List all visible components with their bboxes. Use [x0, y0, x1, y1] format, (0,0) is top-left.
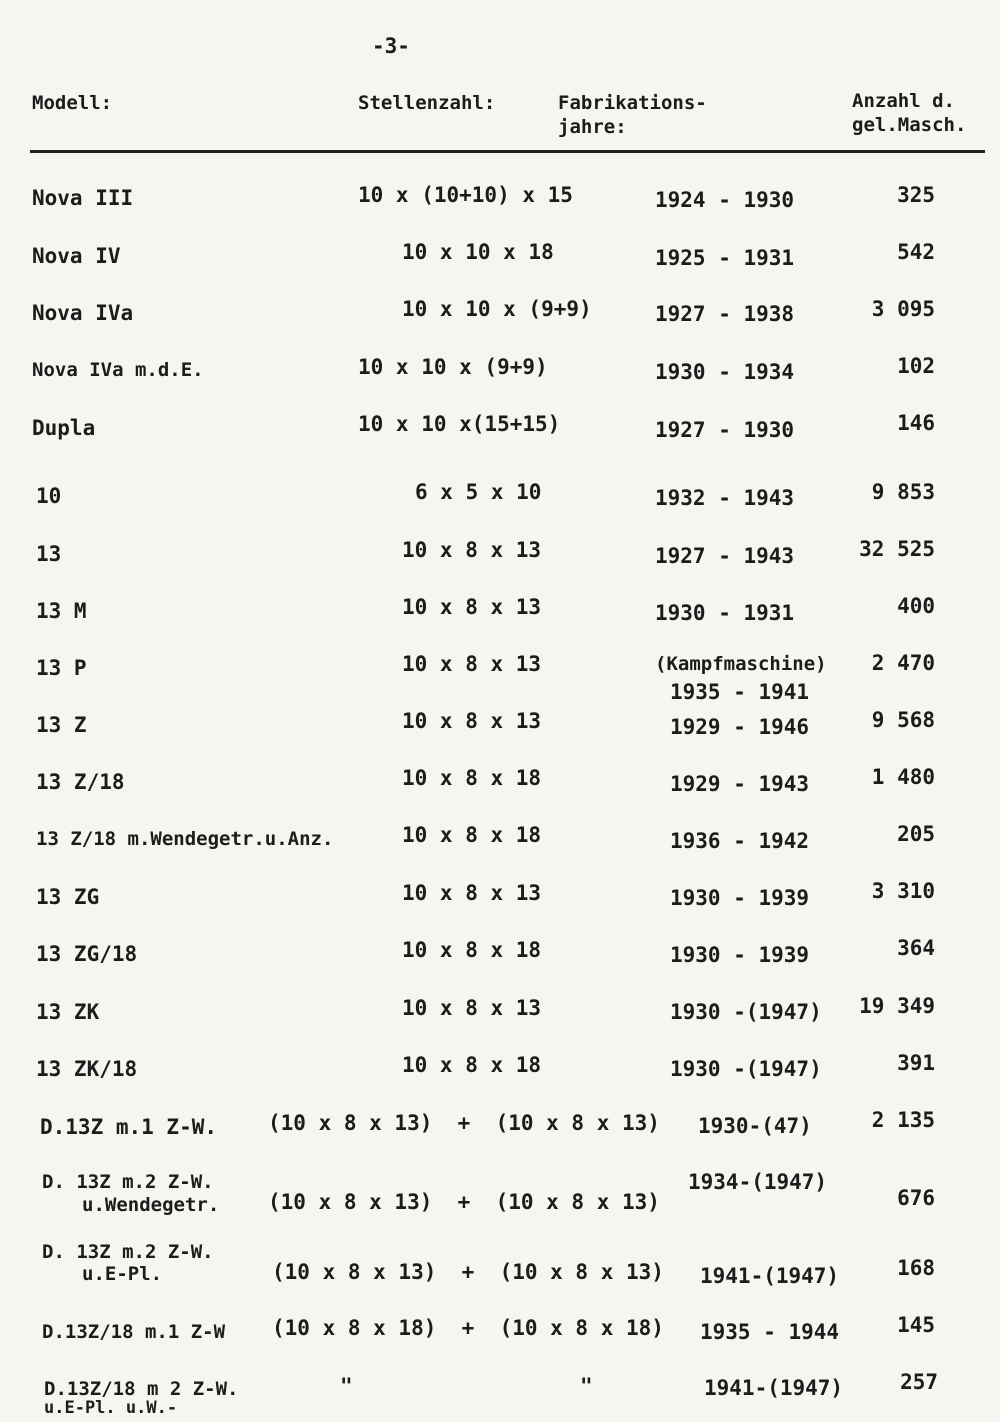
- positions-spec: 10 x 10 x (9+9): [402, 297, 592, 321]
- positions-spec: 10 x 8 x 13: [402, 709, 542, 733]
- production-years: 1935 - 1941: [670, 680, 810, 704]
- positions-spec: 10 x 10 x 18: [402, 240, 554, 264]
- header-years-line1: Fabrikations-: [558, 92, 707, 114]
- model-name: 13 Z: [36, 713, 87, 737]
- model-name: D. 13Z m.2 Z-W.: [42, 1241, 214, 1263]
- model-name: 13 P: [36, 656, 87, 680]
- positions-spec: 10 x 8 x 13: [402, 595, 542, 619]
- positions-spec: 10 x 8 x 13: [402, 996, 542, 1020]
- header-divider: [30, 150, 985, 153]
- machine-count: 205: [897, 822, 935, 846]
- machine-count: 32 525: [859, 537, 935, 561]
- machine-count: 325: [897, 183, 935, 207]
- positions-spec: 6 x 5 x 10: [415, 480, 542, 504]
- machine-count: 257: [900, 1370, 938, 1394]
- positions-spec: (10 x 8 x 13) + (10 x 8 x 13): [268, 1111, 660, 1135]
- model-name-line2: u.Wendegetr.: [82, 1194, 220, 1216]
- machine-count: 102: [897, 354, 935, 378]
- machine-count: 168: [897, 1256, 935, 1280]
- machine-count: 9 568: [871, 708, 935, 732]
- positions-spec: 10 x 8 x 18: [402, 766, 542, 790]
- model-name: 13: [36, 542, 62, 566]
- positions-spec: 10 x 8 x 13: [402, 881, 542, 905]
- production-years: 1941-(1947): [704, 1376, 844, 1400]
- machine-count: 19 349: [859, 994, 935, 1018]
- model-name: D.13Z/18 m.1 Z-W: [42, 1321, 226, 1343]
- header-model: Modell:: [32, 92, 113, 114]
- machine-count: 2 470: [871, 651, 935, 675]
- header-count-line1: Anzahl d.: [852, 90, 955, 112]
- production-years: 1932 - 1943: [655, 486, 795, 510]
- model-name-line2: u.E-Pl. u.W.-: [44, 1398, 178, 1418]
- positions-spec: 10 x 8 x 18: [402, 1053, 542, 1077]
- positions-spec: (10 x 8 x 18) + (10 x 8 x 18): [272, 1316, 664, 1340]
- production-years: 1927 - 1938: [655, 302, 795, 326]
- model-name: 13 ZK: [36, 1000, 100, 1024]
- positions-spec: 10 x 10 x (9+9): [358, 355, 548, 379]
- machine-count: 3 310: [871, 879, 935, 903]
- production-years: 1929 - 1943: [670, 772, 810, 796]
- production-years: 1927 - 1930: [655, 418, 795, 442]
- machine-count: 2 135: [871, 1108, 935, 1132]
- machine-count: 391: [897, 1051, 935, 1075]
- production-years: 1930 - 1939: [670, 943, 810, 967]
- model-name: 13 Z/18: [36, 770, 125, 794]
- production-years: 1930 -(1947): [670, 1000, 822, 1024]
- production-years: 1936 - 1942: [670, 829, 810, 853]
- page-number: -3-: [372, 34, 410, 58]
- machine-count: 364: [897, 936, 935, 960]
- positions-spec: (10 x 8 x 13) + (10 x 8 x 13): [268, 1190, 660, 1214]
- positions-spec: 10 x (10+10) x 15: [358, 183, 573, 207]
- ditto-mark: ": [580, 1374, 593, 1398]
- header-years-line2: jahre:: [558, 116, 627, 138]
- positions-spec: 10 x 10 x(15+15): [358, 412, 561, 436]
- positions-spec: 10 x 8 x 13: [402, 652, 542, 676]
- model-name: 10: [36, 484, 62, 508]
- production-years: 1929 - 1946: [670, 715, 810, 739]
- model-name: Nova III: [32, 186, 134, 210]
- model-name: 13 ZG/18: [36, 942, 138, 966]
- model-name-line2: u.E-Pl.: [82, 1263, 163, 1285]
- machine-count: 542: [897, 240, 935, 264]
- production-years: 1934-(1947): [688, 1170, 828, 1194]
- production-years: 1930 - 1931: [655, 601, 795, 625]
- model-name: Nova IV: [32, 244, 121, 268]
- machine-count: 9 853: [871, 480, 935, 504]
- machine-count: 1 480: [871, 765, 935, 789]
- production-years-note: (Kampfmaschine): [655, 653, 827, 675]
- positions-spec: (10 x 8 x 13) + (10 x 8 x 13): [272, 1260, 664, 1284]
- model-name: 13 M: [36, 599, 87, 623]
- header-count-line2: gel.Masch.: [852, 114, 967, 136]
- machine-count: 3 095: [871, 297, 935, 321]
- machine-count: 146: [897, 411, 935, 435]
- production-years: 1927 - 1943: [655, 544, 795, 568]
- model-name: 13 Z/18 m.Wendegetr.u.Anz.: [36, 828, 334, 850]
- model-name: 13 ZG: [36, 885, 100, 909]
- production-years: 1924 - 1930: [655, 188, 795, 212]
- positions-spec: 10 x 8 x 13: [402, 538, 542, 562]
- production-years: 1941-(1947): [700, 1264, 840, 1288]
- production-years: 1930 - 1934: [655, 360, 795, 384]
- model-name: 13 ZK/18: [36, 1057, 138, 1081]
- machine-count: 676: [897, 1186, 935, 1210]
- production-years: 1935 - 1944: [700, 1320, 840, 1344]
- model-name: D.13Z/18 m 2 Z-W.: [44, 1378, 239, 1400]
- machine-count: 145: [897, 1313, 935, 1337]
- production-years: 1930-(47): [698, 1114, 812, 1138]
- model-name: Nova IVa m.d.E.: [32, 359, 204, 381]
- header-positions: Stellenzahl:: [358, 92, 496, 114]
- production-years: 1930 -(1947): [670, 1057, 822, 1081]
- production-years: 1930 - 1939: [670, 886, 810, 910]
- production-years: 1925 - 1931: [655, 246, 795, 270]
- positions-spec: 10 x 8 x 18: [402, 938, 542, 962]
- model-name: D.13Z m.1 Z-W.: [40, 1115, 218, 1139]
- model-name: D. 13Z m.2 Z-W.: [42, 1171, 214, 1193]
- ditto-mark: ": [340, 1374, 353, 1398]
- model-name: Nova IVa: [32, 301, 134, 325]
- model-name: Dupla: [32, 416, 96, 440]
- machine-count: 400: [897, 594, 935, 618]
- positions-spec: 10 x 8 x 18: [402, 823, 542, 847]
